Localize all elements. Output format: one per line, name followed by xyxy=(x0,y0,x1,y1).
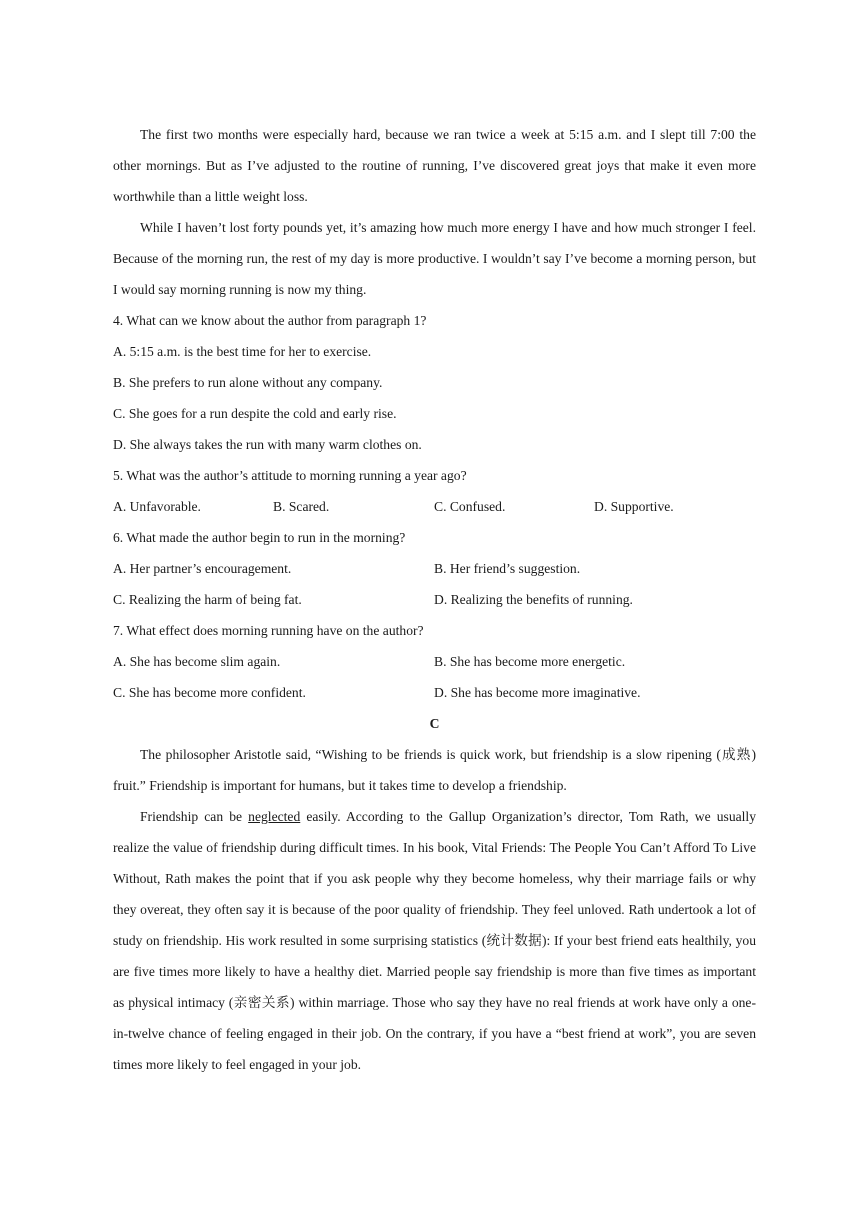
question-options xyxy=(113,491,756,522)
question-option: D. Supportive. xyxy=(594,499,674,514)
question-option: C. Confused. xyxy=(434,499,506,514)
question-options xyxy=(113,646,756,708)
question-stem: 6. What made the author begin to run in the morning? xyxy=(113,530,406,545)
question-option: A. She has become slim again. xyxy=(113,654,281,669)
question-5 xyxy=(113,460,756,522)
question-option: C. Realizing the harm of being fat. xyxy=(113,592,302,607)
passage-b-paragraph-2: While I haven’t lost forty pounds yet, it’s amazing how much more energy I have and how much stronger I feel. Because of the morning run, the rest of my day is more productive. I wouldn’t say I’ve become a morning person, but I would say morning running is now my thing. xyxy=(113,220,756,297)
question-option: B. She prefers to run alone without any company. xyxy=(113,375,383,390)
question-option: D. She has become more imaginative. xyxy=(434,685,641,700)
passage-c-paragraph-2 xyxy=(113,801,756,1080)
question-4 xyxy=(113,305,756,460)
paragraph-text: easily. According to the Gallup Organization’s director, Tom Rath, we usually realize the value of friendship during difficult times. In his book, Vital Friends: The People You Can’t Afford To Live Without, Rath makes the point that if you ask people why they become homeless, why their marriage fails or why they overeat, they often say it is because of the poor quality of friendship. They feel unloved. Rath undertook a lot of study on friendship. His work resulted in some surprising statistics (统计数据): If your best friend eats healthily, you are five times more likely to have a healthy diet. Married people say friendship is more than five times as important as physical intimacy (亲密关系) within marriage. Those who say they have no real friends at work have only a one-in-twelve chance of feeling engaged in their job. On the contrary, if you have a “best friend at work”, you are seven times more likely to feel engaged in your job. xyxy=(113,809,757,1072)
paragraph-text: Friendship can be xyxy=(140,809,249,824)
question-option: C. She has become more confident. xyxy=(113,685,306,700)
question-option: B. Her friend’s suggestion. xyxy=(434,561,581,576)
passage-b-paragraph-1: The first two months were especially hard, because we ran twice a week at 5:15 a.m. and I slept till 7:00 the other mornings. But as I’ve adjusted to the routine of running, I’ve discovered great joys that make it even more worthwhile than a little weight loss. xyxy=(113,127,756,204)
question-stem: 5. What was the author’s attitude to morning running a year ago? xyxy=(113,468,467,483)
question-7 xyxy=(113,615,756,708)
exam-page xyxy=(113,119,756,1080)
question-stem: 4. What can we know about the author from paragraph 1? xyxy=(113,313,427,328)
question-option: B. Scared. xyxy=(273,499,330,514)
question-option: C. She goes for a run despite the cold and early rise. xyxy=(113,406,397,421)
question-option: A. 5:15 a.m. is the best time for her to exercise. xyxy=(113,344,372,359)
question-option: A. Unfavorable. xyxy=(113,499,201,514)
question-option: A. Her partner’s encouragement. xyxy=(113,561,292,576)
question-options xyxy=(113,553,756,615)
question-stem: 7. What effect does morning running have on the author? xyxy=(113,623,424,638)
underlined-word: neglected xyxy=(248,809,301,824)
question-option: D. Realizing the benefits of running. xyxy=(434,592,633,607)
question-option: D. She always takes the run with many warm clothes on. xyxy=(113,437,422,452)
question-6 xyxy=(113,522,756,615)
question-option: B. She has become more energetic. xyxy=(434,654,626,669)
section-heading-c: C xyxy=(429,716,440,731)
passage-c-paragraph-1: The philosopher Aristotle said, “Wishing to be friends is quick work, but friendship is a slow ripening (成熟) fruit.” Friendship is important for humans, but it takes time to develop a friendship. xyxy=(113,747,756,793)
